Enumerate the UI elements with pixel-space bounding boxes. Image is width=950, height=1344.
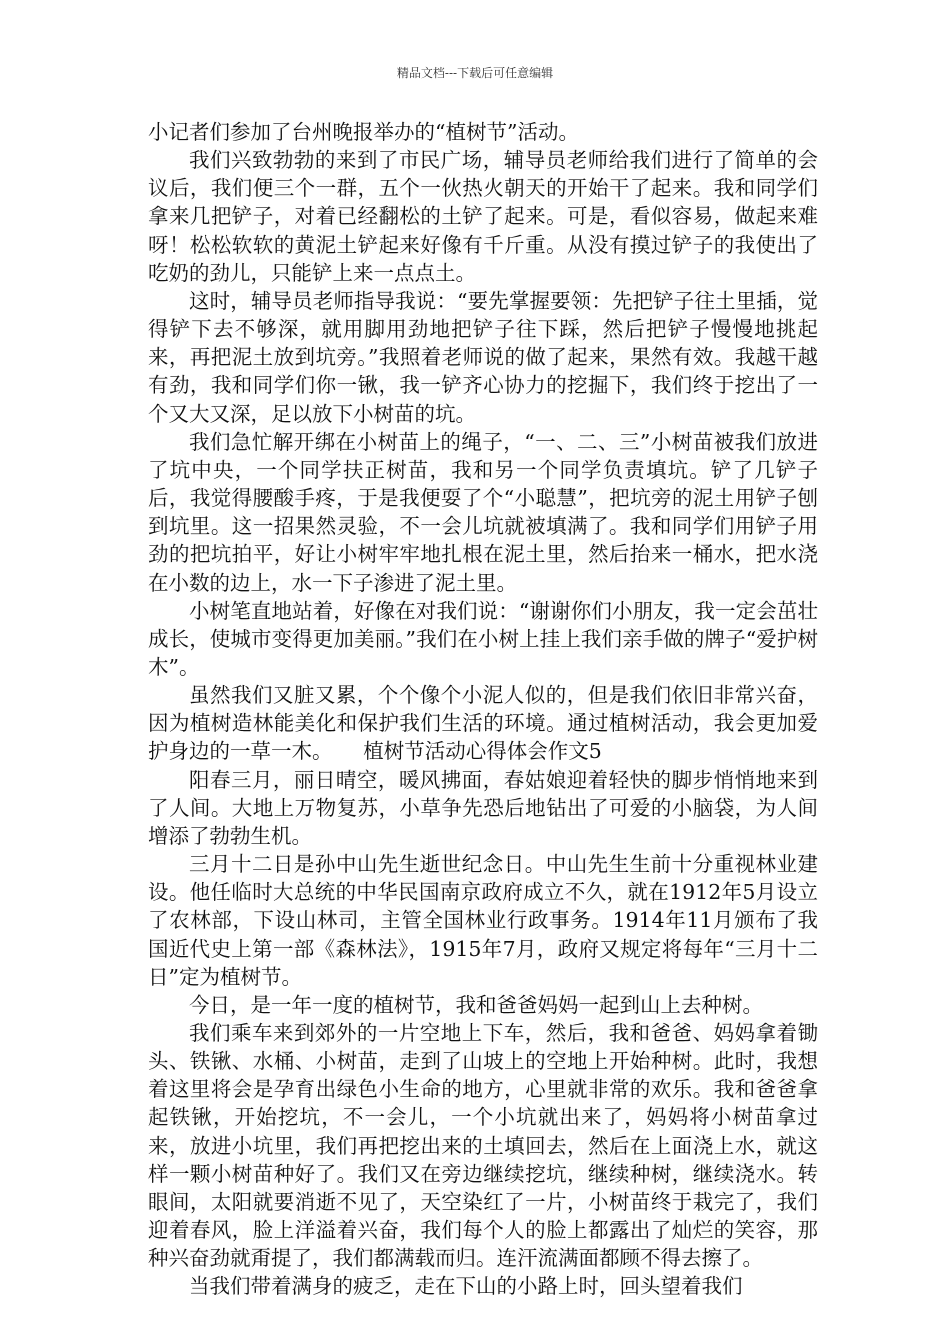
paragraph: 我们兴致勃勃的来到了市民广场，辅导员老师给我们进行了简单的会议后，我们便三个一群，五个一伙热火朝天的开始干了起来。我和同学们拿来几把铲子，对着已经翻松的土铲了起来。可是，看似容易，做起来难呀！松松软软的黄泥土铲起来好像有千斤重。从没有摸过铲子的我使出了吃奶的劲儿，只能铲上来一点点土。 <box>148 148 818 285</box>
paragraph: 今日，是一年一度的植树节，我和爸爸妈妈一起到山上去种树。 <box>189 992 763 1017</box>
paragraph: 我们乘车来到郊外的一片空地上下车，然后，我和爸爸、妈妈拿着锄头、铁锹、水桶、小树苗，走到了山坡上的空地上开始种树。此时，我想着这里将会是孕育出绿色小生命的地方，心里就非常的欢乐。我和爸爸拿起铁锹，开始挖坑，不一会儿，一个小坑就出来了，妈妈将小树苗拿过来，放进小坑里，我们再把挖出来的土填回去，然后在上面浇上水，就这样一颗小树苗种好了。我们又在旁边继续挖坑，继续种树，继续浇水。转眼间，太阳就要消逝不见了，天空染红了一片，小树苗终于栽完了，我们迎着春风，脸上洋溢着兴奋，我们每个人的脸上都露出了灿烂的笑容，那种兴奋劲就甭提了，我们都满载而归。连汗流满面都顾不得去擦了。 <box>148 1021 818 1271</box>
paragraph: 三月十二日是孙中山先生逝世纪念日。中山先生生前十分重视林业建设。他任临时大总统的中华民国南京政府成立不久，就在1912年5月设立了农林部，下设山林司，主管全国林业行政事务。1914年11月颁布了我国近代史上第一部《森林法》，1915年7月，政府又规定将每年“三月十二日”定为植树节。 <box>148 852 818 989</box>
paragraph: 我们急忙解开绑在小树苗上的绳子，“一、二、三”小树苗被我们放进了坑中央，一个同学扶正树苗，我和另一个同学负责填坑。铲了几铲子后，我觉得腰酸手疼，于是我便耍了个“小聪慧”，把坑旁的泥土用铲子刨到坑里。这一招果然灵验，不一会儿坑就被填满了。我和同学们用铲子用劲的把坑拍平，好让小树牢牢地扎根在泥土里，然后抬来一桶水，把水浇在小数的边上，水一下子渗进了泥土里。 <box>148 429 818 595</box>
document-body <box>148 118 818 1301</box>
paragraph: 阳春三月，丽日晴空，暖风拂面，春姑娘迎着轻快的脚步悄悄地来到了人间。大地上万物复苏，小草争先恐后地钻出了可爱的小脑袋，为人间增添了勃勃生机。 <box>148 767 818 848</box>
page-header: 精品文档---下载后可任意编辑 <box>396 66 554 80</box>
paragraph: 这时，辅导员老师指导我说：“要先掌握要领：先把铲子往土里插，觉得铲下去不够深，就用脚用劲地把铲子往下踩，然后把铲子慢慢地挑起来，再把泥土放到坑旁。”我照着老师说的做了起来，果然有效。我越干越有劲，我和同学们你一锹，我一铲齐心协力的挖掘下，我们终于挖出了一个又大又深，足以放下小树苗的坑。 <box>148 288 818 426</box>
paragraph: 虽然我们又脏又累，个个像个小泥人似的，但是我们依旧非常兴奋，因为植树造林能美化和保护我们生活的环境。通过植树活动，我会更加爱护身边的一草一木。 植树节活动心得体会作文5 <box>148 683 818 764</box>
paragraph: 小记者们参加了台州晚报举办的“植树节”活动。 <box>148 120 579 144</box>
paragraph: 小树笔直地站着，好像在对我们说：“谢谢你们小朋友，我一定会茁壮成长，使城市变得更加美丽。”我们在小树上挂上我们亲手做的牌子“爱护树木”。 <box>148 598 818 679</box>
paragraph: 当我们带着满身的疲乏，走在下山的小路上时，回头望着我们 <box>189 1274 743 1299</box>
